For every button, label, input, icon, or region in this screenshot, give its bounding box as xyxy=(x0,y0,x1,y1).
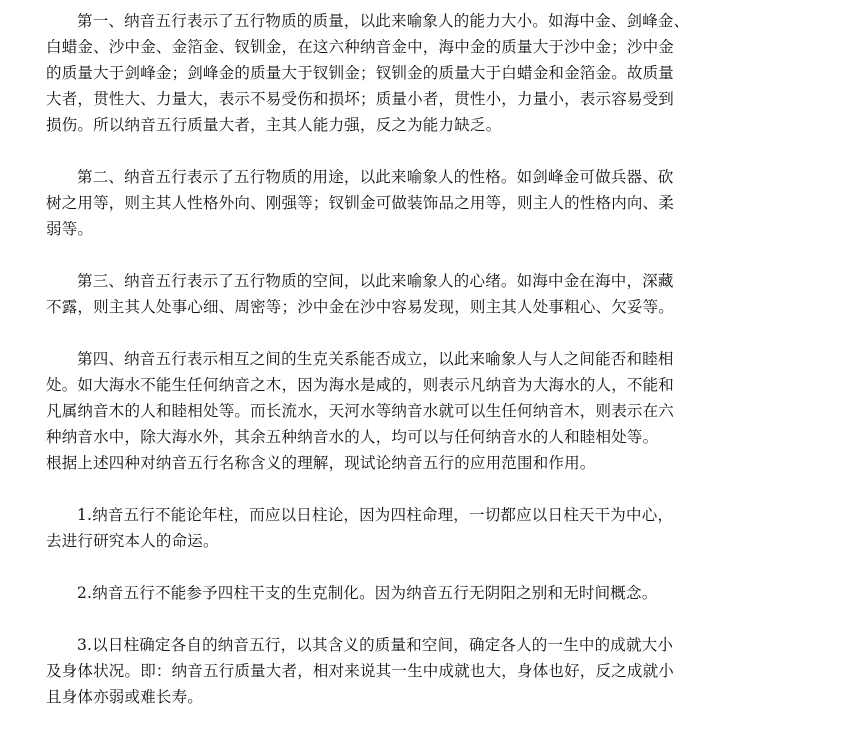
paragraph-7 xyxy=(46,632,792,710)
text-line: 第三、纳音五行表示了五行物质的空间，以此来喻象人的心绪。如海中金在海中，深藏 xyxy=(77,272,674,290)
text-line: 第一、纳音五行表示了五行物质的质量，以此来喻象人的能力大小。如海中金、剑峰金、 xyxy=(77,12,690,30)
paragraph-4 xyxy=(46,346,792,476)
text-line: 3.以日柱确定各自的纳音五行，以其含义的质量和空间，确定各人的一生中的成就大小 xyxy=(77,636,674,654)
paragraph-5 xyxy=(46,502,792,554)
text-line: 根据上述四种对纳音五行名称含义的理解，现试论纳音五行的应用范围和作用。 xyxy=(46,454,596,472)
text-line: 1.纳音五行不能论年柱，而应以日柱论，因为四柱命理，一切都应以日柱天干为中心， xyxy=(77,506,674,524)
text-line: 损伤。所以纳音五行质量大者，主其人能力强，反之为能力缺乏。 xyxy=(46,116,502,134)
text-line: 第四、纳音五行表示相互之间的生克关系能否成立，以此来喻象人与人之间能否和睦相 xyxy=(77,350,674,368)
text-line: 大者，贯性大、力量大，表示不易受伤和损坏；质量小者，贯性小，力量小，表示容易受到 xyxy=(46,90,675,108)
text-line: 弱等。 xyxy=(46,220,94,238)
paragraph-spacer xyxy=(46,320,792,346)
paragraph-spacer xyxy=(46,554,792,580)
document-page xyxy=(46,8,792,710)
text-line: 且身体亦弱或难长寿。 xyxy=(46,688,204,706)
text-line: 去进行研究本人的命运。 xyxy=(46,532,219,550)
text-line: 第二、纳音五行表示了五行物质的用途，以此来喻象人的性格。如剑峰金可做兵器、砍 xyxy=(77,168,674,186)
text-line: 处。如大海水不能生任何纳音之木，因为海水是咸的，则表示凡纳音为大海水的人，不能和 xyxy=(46,376,675,394)
text-line: 及身体状况。即：纳音五行质量大者，相对来说其一生中成就也大，身体也好，反之成就小 xyxy=(46,662,675,680)
paragraph-spacer xyxy=(46,606,792,632)
text-line: 白蜡金、沙中金、金箔金、钗钏金，在这六种纳音金中，海中金的质量大于沙中金；沙中金 xyxy=(46,38,675,56)
paragraph-spacer xyxy=(46,138,792,164)
text-line: 2.纳音五行不能参予四柱干支的生克制化。因为纳音五行无阴阳之别和无时间概念。 xyxy=(77,584,658,602)
paragraph-1 xyxy=(46,8,792,138)
paragraph-6 xyxy=(46,580,792,606)
text-line: 不露，则主其人处事心细、周密等；沙中金在沙中容易发现，则主其人处事粗心、欠妥等。 xyxy=(46,298,675,316)
paragraph-spacer xyxy=(46,242,792,268)
paragraph-2 xyxy=(46,164,792,242)
text-line: 凡属纳音木的人和睦相处等。而长流水，天河水等纳音水就可以生任何纳音木，则表示在六 xyxy=(46,402,675,420)
paragraph-spacer xyxy=(46,476,792,502)
paragraph-3 xyxy=(46,268,792,320)
text-line: 树之用等，则主其人性格外向、刚强等；钗钏金可做装饰品之用等，则主人的性格内向、柔 xyxy=(46,194,675,212)
text-line: 的质量大于剑峰金；剑峰金的质量大于钗钏金；钗钏金的质量大于白蜡金和金箔金。故质量 xyxy=(46,64,675,82)
text-line: 种纳音水中，除大海水外，其余五种纳音水的人，均可以与任何纳音水的人和睦相处等。 xyxy=(46,428,659,446)
